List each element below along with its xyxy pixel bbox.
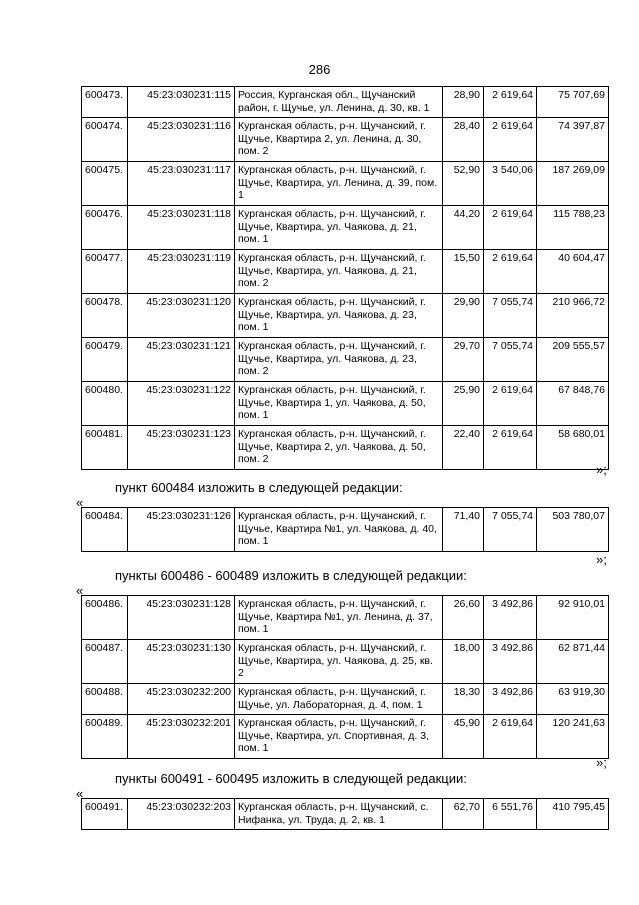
address: Курганская область, р-н. Щучанский, г. Щучье, Квартира, ул. Спортивная, д. 3, пом. 1 — [235, 715, 443, 759]
cadastral-number: 45:23:030231:118 — [128, 206, 235, 250]
table-row — [82, 715, 609, 759]
unit-price: 3 492,86 — [484, 596, 537, 640]
area: 45,90 — [443, 715, 484, 759]
unit-price: 3 492,86 — [484, 684, 537, 715]
area: 29,90 — [443, 294, 484, 338]
page-number: 286 — [308, 62, 331, 77]
area: 18,00 — [443, 640, 484, 684]
table-row — [82, 640, 609, 684]
cadastral-number: 45:23:030231:120 — [128, 294, 235, 338]
row-number: 600476. — [82, 206, 128, 250]
address: Курганская область, р-н. Щучанский, г. Щучье, Квартира №1, ул. Ленина, д. 37, пом. 1 — [235, 596, 443, 640]
closing-quote: »; — [596, 552, 607, 567]
amendment-instruction: пункт 600484 изложить в следующей редакции: — [115, 480, 403, 495]
cadastral-number: 45:23:030231:119 — [128, 250, 235, 294]
address: Курганская область, р-н. Щучанский, г. Щучье, Квартира, ул. Чаякова, д. 25, кв. 2 — [235, 640, 443, 684]
table-row — [82, 338, 609, 382]
unit-price: 2 619,64 — [484, 118, 537, 162]
unit-price: 3 492,86 — [484, 640, 537, 684]
cadastral-value: 115 788,23 — [537, 206, 609, 250]
closing-quote: »; — [596, 462, 607, 477]
cadastral-value: 210 966,72 — [537, 294, 609, 338]
area: 26,60 — [443, 596, 484, 640]
table-row — [82, 206, 609, 250]
table-row — [82, 294, 609, 338]
table-row — [82, 426, 609, 470]
row-number: 600478. — [82, 294, 128, 338]
registry-table — [81, 507, 609, 552]
unit-price: 7 055,74 — [484, 508, 537, 552]
cadastral-value: 503 780,07 — [537, 508, 609, 552]
table-row — [82, 162, 609, 206]
cadastral-value: 120 241,63 — [537, 715, 609, 759]
table-row — [82, 596, 609, 640]
cadastral-number: 45:23:030231:116 — [128, 118, 235, 162]
cadastral-value: 63 919,30 — [537, 684, 609, 715]
cadastral-value: 40 604,47 — [537, 250, 609, 294]
cadastral-value: 75 707,69 — [537, 87, 609, 118]
table-row — [82, 250, 609, 294]
unit-price: 3 540,06 — [484, 162, 537, 206]
table-row — [82, 508, 609, 552]
row-number: 600473. — [82, 87, 128, 118]
unit-price: 2 619,64 — [484, 87, 537, 118]
address: Курганская область, р-н. Щучанский, г. Щучье, Квартира №1, ул. Чаякова, д. 40, пом. 1 — [235, 508, 443, 552]
row-number: 600477. — [82, 250, 128, 294]
cadastral-number: 45:23:030231:117 — [128, 162, 235, 206]
address: Курганская область, р-н. Щучанский, г. Щучье, Квартира, ул. Чаякова, д. 23, пом. 1 — [235, 294, 443, 338]
cadastral-number: 45:23:030232:201 — [128, 715, 235, 759]
opening-quote: « — [76, 583, 84, 598]
amendment-instruction: пункты 600491 - 600495 изложить в следующей редакции: — [115, 771, 467, 786]
row-number: 600488. — [82, 684, 128, 715]
row-number: 600475. — [82, 162, 128, 206]
cadastral-number: 45:23:030231:130 — [128, 640, 235, 684]
address: Курганская область, р-н. Щучанский, г. Щучье, ул. Лабораторная, д. 4, пом. 1 — [235, 684, 443, 715]
cadastral-value: 74 397,87 — [537, 118, 609, 162]
area: 15,50 — [443, 250, 484, 294]
row-number: 600474. — [82, 118, 128, 162]
address: Курганская область, р-н. Щучанский, г. Щучье, Квартира, ул. Чаякова, д. 21, пом. 2 — [235, 250, 443, 294]
cadastral-value: 410 795,45 — [537, 799, 609, 830]
address: Курганская область, р-н. Щучанский, г. Щучье, Квартира 2, ул. Чаякова, д. 50, пом. 2 — [235, 426, 443, 470]
row-number: 600484. — [82, 508, 128, 552]
table-row — [82, 799, 609, 830]
area: 18,30 — [443, 684, 484, 715]
area: 28,90 — [443, 87, 484, 118]
opening-quote: « — [76, 495, 84, 510]
address: Курганская область, р-н. Щучанский, с. Нифанка, ул. Труда, д. 2, кв. 1 — [235, 799, 443, 830]
cadastral-number: 45:23:030231:128 — [128, 596, 235, 640]
row-number: 600481. — [82, 426, 128, 470]
unit-price: 7 055,74 — [484, 294, 537, 338]
registry-table — [81, 798, 609, 830]
address: Россия, Курганская обл., Щучанский район, г. Щучье, ул. Ленина, д. 30, кв. 1 — [235, 87, 443, 118]
cadastral-value: 67 848,76 — [537, 382, 609, 426]
amendment-instruction: пункты 600486 - 600489 изложить в следующей редакции: — [115, 568, 467, 583]
area: 29,70 — [443, 338, 484, 382]
cadastral-number: 45:23:030231:115 — [128, 87, 235, 118]
table-row — [82, 118, 609, 162]
cadastral-number: 45:23:030231:122 — [128, 382, 235, 426]
table-row — [82, 684, 609, 715]
table-row — [82, 382, 609, 426]
area: 22,40 — [443, 426, 484, 470]
cadastral-number: 45:23:030231:123 — [128, 426, 235, 470]
row-number: 600480. — [82, 382, 128, 426]
row-number: 600491. — [82, 799, 128, 830]
unit-price: 7 055,74 — [484, 338, 537, 382]
row-number: 600487. — [82, 640, 128, 684]
cadastral-value: 62 871,44 — [537, 640, 609, 684]
address: Курганская область, р-н. Щучанский, г. Щучье, Квартира 1, ул. Чаякова, д. 50, пом. 1 — [235, 382, 443, 426]
address: Курганская область, р-н. Щучанский, г. Щучье, Квартира 2, ул. Ленина, д. 30, пом. 2 — [235, 118, 443, 162]
row-number: 600479. — [82, 338, 128, 382]
area: 52,90 — [443, 162, 484, 206]
area: 44,20 — [443, 206, 484, 250]
opening-quote: « — [76, 786, 84, 801]
address: Курганская область, р-н. Щучанский, г. Щучье, Квартира, ул. Чаякова, д. 21, пом. 1 — [235, 206, 443, 250]
unit-price: 2 619,64 — [484, 382, 537, 426]
area: 71,40 — [443, 508, 484, 552]
row-number: 600486. — [82, 596, 128, 640]
table-row — [82, 87, 609, 118]
cadastral-value: 209 555,57 — [537, 338, 609, 382]
area: 62,70 — [443, 799, 484, 830]
registry-table — [81, 595, 609, 759]
row-number: 600489. — [82, 715, 128, 759]
unit-price: 2 619,64 — [484, 426, 537, 470]
unit-price: 2 619,64 — [484, 715, 537, 759]
cadastral-number: 45:23:030231:121 — [128, 338, 235, 382]
cadastral-value: 187 269,09 — [537, 162, 609, 206]
area: 25,90 — [443, 382, 484, 426]
unit-price: 6 551,76 — [484, 799, 537, 830]
cadastral-number: 45:23:030231:126 — [128, 508, 235, 552]
cadastral-number: 45:23:030232:200 — [128, 684, 235, 715]
area: 28,40 — [443, 118, 484, 162]
cadastral-number: 45:23:030232:203 — [128, 799, 235, 830]
closing-quote: »; — [596, 755, 607, 770]
unit-price: 2 619,64 — [484, 206, 537, 250]
registry-table — [81, 86, 609, 470]
address: Курганская область, р-н. Щучанский, г. Щучье, Квартира, ул. Ленина, д. 39, пом. 1 — [235, 162, 443, 206]
cadastral-value: 58 680,01 — [537, 426, 609, 470]
address: Курганская область, р-н. Щучанский, г. Щучье, Квартира, ул. Чаякова, д. 23, пом. 2 — [235, 338, 443, 382]
unit-price: 2 619,64 — [484, 250, 537, 294]
cadastral-value: 92 910,01 — [537, 596, 609, 640]
